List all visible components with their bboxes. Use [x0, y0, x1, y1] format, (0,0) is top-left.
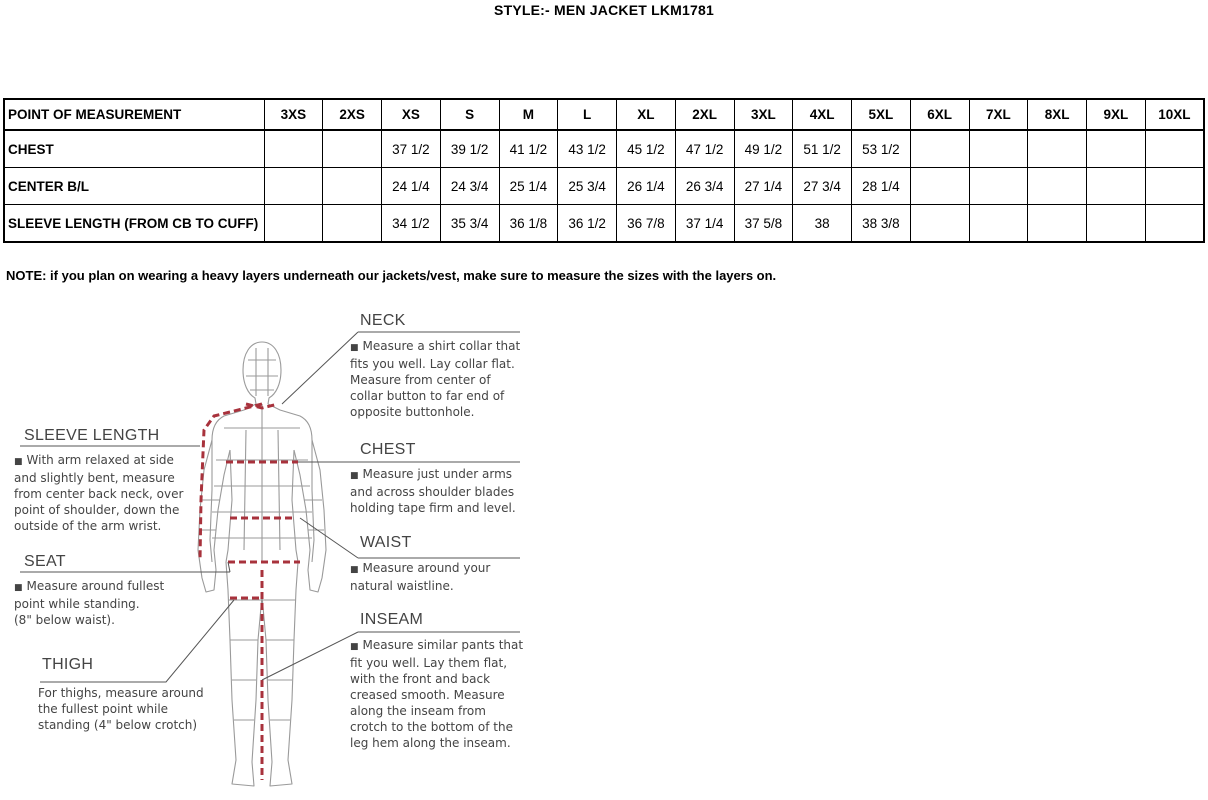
waist-heading: WAIST — [360, 534, 412, 551]
size-header: XL — [617, 99, 676, 130]
measurement-guide — [0, 300, 560, 800]
neck-text: Measure a shirt collar that fits you well. Lay collar flat. Measure from center of collar button to far end of opposite buttonhole. — [350, 339, 521, 419]
table-cell — [1087, 168, 1146, 205]
size-chart-table — [3, 98, 1205, 243]
row-label: CHEST — [4, 130, 264, 168]
inseam-text: Measure similar pants that fit you well. Lay them flat, with the front and back creased smooth. Measure along the inseam from crotch to the bottom of the leg hem along the inseam. — [350, 638, 524, 750]
header-point-of-measurement: POINT OF MEASUREMENT — [4, 99, 264, 130]
table-cell — [969, 130, 1028, 168]
table-cell: 28 1/4 — [852, 168, 911, 205]
table-cell: 37 1/4 — [675, 205, 734, 243]
chest-description — [350, 466, 516, 516]
table-cell: 39 1/2 — [440, 130, 499, 168]
size-header: 8XL — [1028, 99, 1087, 130]
table-cell — [323, 168, 382, 205]
size-header: 5XL — [852, 99, 911, 130]
size-header: 2XL — [675, 99, 734, 130]
table-cell — [264, 130, 323, 168]
waist-text: Measure around your natural waistline. — [350, 561, 491, 593]
table-cell — [323, 205, 382, 243]
table-row — [4, 168, 1204, 205]
bullet-icon: ■ — [350, 642, 359, 652]
table-cell — [1145, 168, 1204, 205]
size-header: 9XL — [1087, 99, 1146, 130]
table-cell: 45 1/2 — [617, 130, 676, 168]
bullet-icon: ■ — [350, 565, 359, 575]
table-cell: 24 1/4 — [382, 168, 441, 205]
table-cell — [1145, 205, 1204, 243]
table-cell: 27 1/4 — [734, 168, 793, 205]
table-cell: 34 1/2 — [382, 205, 441, 243]
table-cell: 25 1/4 — [499, 168, 558, 205]
size-header: L — [558, 99, 617, 130]
bullet-icon: ■ — [14, 583, 23, 593]
table-cell: 43 1/2 — [558, 130, 617, 168]
table-cell — [969, 205, 1028, 243]
size-header: 7XL — [969, 99, 1028, 130]
table-cell: 27 3/4 — [793, 168, 852, 205]
row-label: CENTER B/L — [4, 168, 264, 205]
chest-text: Measure just under arms and across shoulder blades holding tape firm and level. — [350, 467, 516, 515]
bullet-icon: ■ — [14, 457, 23, 467]
table-cell: 38 — [793, 205, 852, 243]
table-row — [4, 130, 1204, 168]
table-cell: 49 1/2 — [734, 130, 793, 168]
table-cell — [1145, 130, 1204, 168]
table-cell: 36 1/8 — [499, 205, 558, 243]
table-cell: 51 1/2 — [793, 130, 852, 168]
inseam-heading: INSEAM — [360, 611, 424, 628]
table-cell: 47 1/2 — [675, 130, 734, 168]
table-cell — [323, 130, 382, 168]
row-label: SLEEVE LENGTH (FROM CB TO CUFF) — [4, 205, 264, 243]
bullet-icon: ■ — [350, 343, 359, 353]
table-cell — [910, 130, 969, 168]
seat-text: Measure around fullest point while standing. (8" below waist). — [14, 579, 165, 627]
neck-description — [350, 338, 520, 420]
table-cell: 35 3/4 — [440, 205, 499, 243]
size-header: M — [499, 99, 558, 130]
seat-description — [14, 578, 164, 628]
neck-heading: NECK — [360, 312, 406, 329]
table-row — [4, 205, 1204, 243]
size-header: S — [440, 99, 499, 130]
size-header: 10XL — [1145, 99, 1204, 130]
table-cell — [969, 168, 1028, 205]
sleeve-length-heading: SLEEVE LENGTH — [24, 427, 160, 444]
table-cell — [1028, 168, 1087, 205]
page-title: STYLE:- MEN JACKET LKM1781 — [494, 2, 714, 18]
table-cell — [1087, 130, 1146, 168]
table-header-row — [4, 99, 1204, 130]
table-cell: 53 1/2 — [852, 130, 911, 168]
size-header: 3XL — [734, 99, 793, 130]
table-cell: 41 1/2 — [499, 130, 558, 168]
table-cell: 37 5/8 — [734, 205, 793, 243]
size-header: 3XS — [264, 99, 323, 130]
table-cell — [264, 205, 323, 243]
table-cell: 24 3/4 — [440, 168, 499, 205]
chest-heading: CHEST — [360, 441, 416, 458]
size-header: 4XL — [793, 99, 852, 130]
sleeve-length-text: With arm relaxed at side and slightly bent, measure from center back neck, over point of shoulder, down the outside of the arm wrist. — [14, 453, 184, 533]
size-header: 2XS — [323, 99, 382, 130]
table-cell: 37 1/2 — [382, 130, 441, 168]
table-cell — [1028, 130, 1087, 168]
waist-description — [350, 560, 490, 594]
table-cell — [1087, 205, 1146, 243]
table-cell — [910, 168, 969, 205]
table-cell — [264, 168, 323, 205]
size-header: 6XL — [910, 99, 969, 130]
table-cell: 36 1/2 — [558, 205, 617, 243]
table-cell: 38 3/8 — [852, 205, 911, 243]
table-cell: 36 7/8 — [617, 205, 676, 243]
inseam-description — [350, 637, 523, 751]
thigh-heading: THIGH — [42, 656, 94, 673]
layering-note: NOTE: if you plan on wearing a heavy layers underneath our jackets/vest, make sure to measure the sizes with the layers on. — [6, 268, 777, 283]
thigh-description: For thighs, measure around the fullest point while standing (4" below crotch) — [38, 686, 204, 732]
table-cell — [1028, 205, 1087, 243]
table-cell: 26 3/4 — [675, 168, 734, 205]
sleeve-length-description — [14, 452, 183, 534]
table-cell — [910, 205, 969, 243]
table-cell: 25 3/4 — [558, 168, 617, 205]
size-header: XS — [382, 99, 441, 130]
bullet-icon: ■ — [350, 471, 359, 481]
table-cell: 26 1/4 — [617, 168, 676, 205]
seat-heading: SEAT — [24, 553, 66, 570]
